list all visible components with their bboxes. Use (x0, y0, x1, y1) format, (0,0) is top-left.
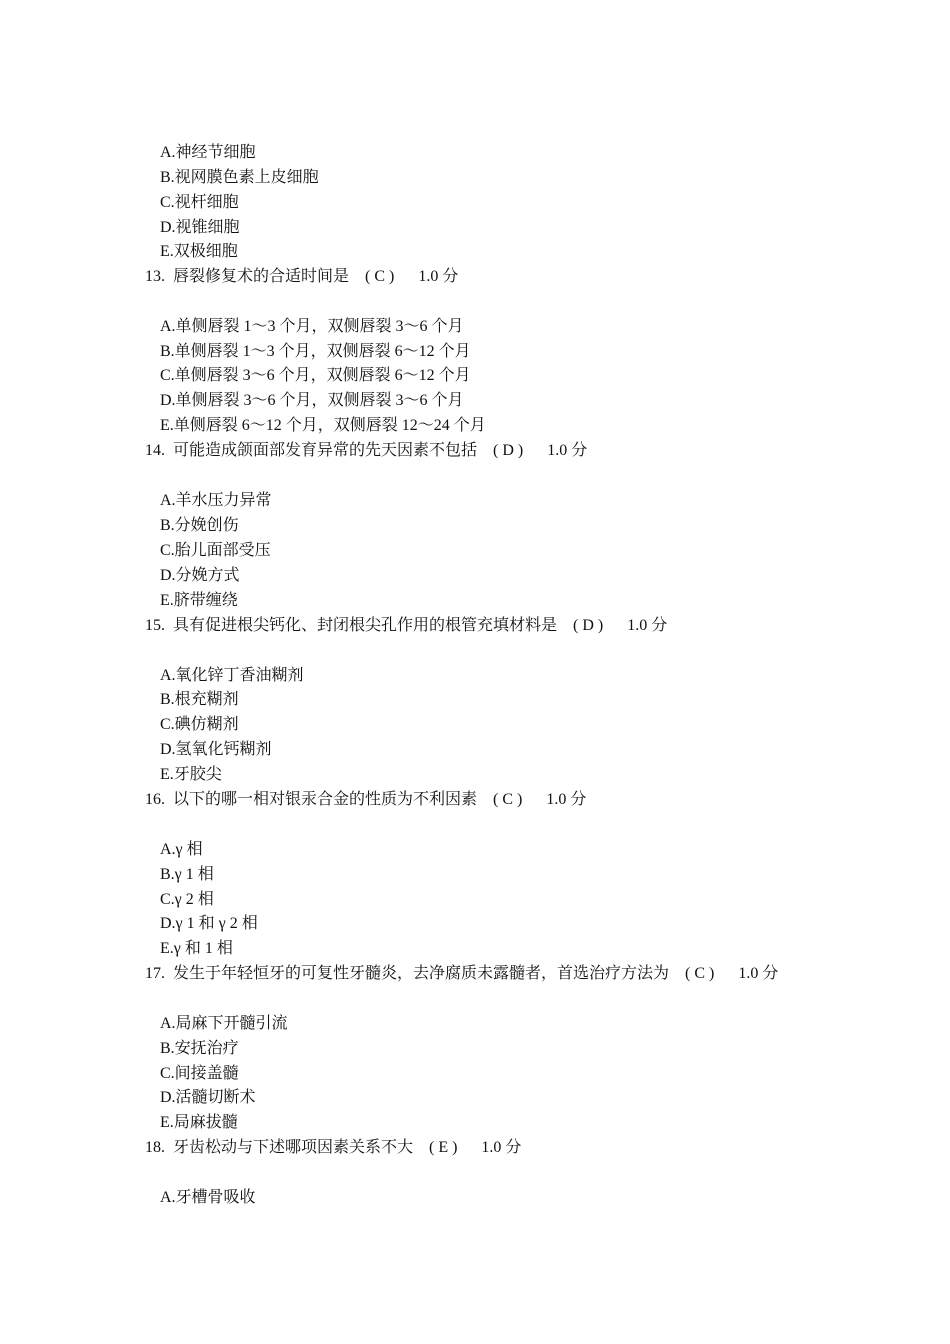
option-line: E.γ 和 1 相 (160, 940, 233, 957)
question-text: 16. 以下的哪一相对银汞合金的性质为不利因素 ( C ) 1.0 分 (145, 791, 587, 808)
option-line: B.根充糊剂 (160, 691, 239, 708)
option-line: B.单侧唇裂 1～3 个月，双侧唇裂 6～12 个月 (160, 343, 471, 360)
option-line: A.牙槽骨吸收 (160, 1189, 256, 1206)
option-line: B.γ 1 相 (160, 866, 214, 883)
option-line: D.分娩方式 (160, 567, 240, 584)
option-line: A.氧化锌丁香油糊剂 (160, 667, 304, 684)
option-line: A.羊水压力异常 (160, 492, 272, 509)
option-line: D.活髓切断术 (160, 1089, 256, 1106)
option-line: D.γ 1 和 γ 2 相 (160, 915, 258, 932)
option-line: E.脐带缠绕 (160, 592, 238, 609)
option-line: C.间接盖髓 (160, 1065, 239, 1082)
option-line: C.胎儿面部受压 (160, 542, 271, 559)
option-line: B.视网膜色素上皮细胞 (160, 169, 319, 186)
question-text: 17. 发生于年轻恒牙的可复性牙髓炎，去净腐质未露髓者，首选治疗方法为 ( C ) 1.0 分 (145, 965, 779, 982)
option-line: D.单侧唇裂 3～6 个月，双侧唇裂 3～6 个月 (160, 392, 464, 409)
option-line: E.单侧唇裂 6～12 个月，双侧唇裂 12～24 个月 (160, 417, 486, 434)
option-line: C.碘仿糊剂 (160, 716, 239, 733)
option-line: E.局麻拔髓 (160, 1114, 238, 1131)
option-line: A.神经节细胞 (160, 144, 256, 161)
option-line: B.安抚治疗 (160, 1040, 239, 1057)
option-line: B.分娩创伤 (160, 517, 239, 534)
option-line: E.牙胶尖 (160, 766, 222, 783)
option-line: C.视杆细胞 (160, 194, 239, 211)
option-line: C.单侧唇裂 3～6 个月，双侧唇裂 6～12 个月 (160, 367, 471, 384)
question-text: 18. 牙齿松动与下述哪项因素关系不大 ( E ) 1.0 分 (145, 1139, 522, 1156)
question-text: 13. 唇裂修复术的合适时间是 ( C ) 1.0 分 (145, 268, 459, 285)
option-line: E.双极细胞 (160, 243, 238, 260)
option-line: C.γ 2 相 (160, 891, 214, 908)
option-line: D.视锥细胞 (160, 219, 240, 236)
option-line: A.局麻下开髓引流 (160, 1015, 288, 1032)
option-line: A.γ 相 (160, 841, 203, 858)
question-text: 15. 具有促进根尖钙化、封闭根尖孔作用的根管充填材料是 ( D ) 1.0 分 (145, 617, 668, 634)
option-line: A.单侧唇裂 1～3 个月，双侧唇裂 3～6 个月 (160, 318, 464, 335)
option-line: D.氢氧化钙糊剂 (160, 741, 272, 758)
question-text: 14. 可能造成颌面部发育异常的先天因素不包括 ( D ) 1.0 分 (145, 442, 588, 459)
